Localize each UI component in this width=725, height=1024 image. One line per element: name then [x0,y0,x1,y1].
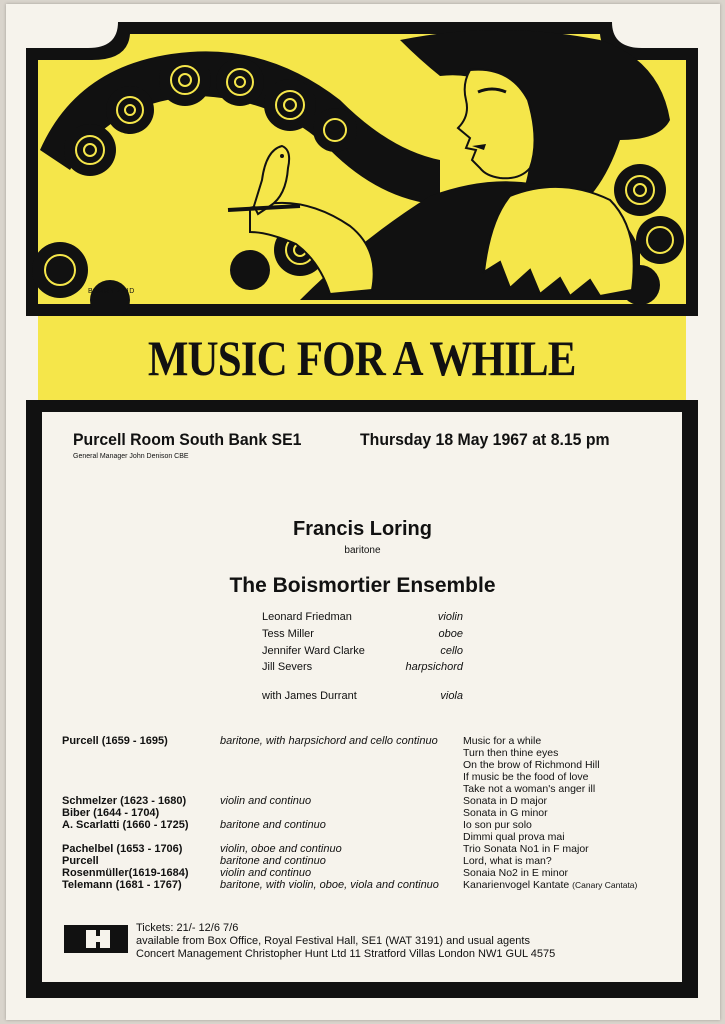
composer: A. Scarlatti (1660 - 1725) [62,819,189,831]
illustrator-credit: BARRY ZAID [88,288,135,295]
general-manager: General Manager John Denison CBE [73,453,189,460]
member-instrument: cello [440,645,463,657]
work-title: If music be the food of love [463,771,589,783]
work-title-text: Kanarienvogel Kantate [463,879,570,891]
feather-collar [484,187,634,296]
soloist-name: Francis Loring [293,518,432,540]
scoring: baritone and continuo [220,819,326,831]
concert-title: MUSIC FOR A WHILE [148,330,576,386]
member-name: Leonard Friedman [262,611,352,623]
programme-panel [42,412,682,982]
scoring: baritone and continuo [220,855,326,867]
soloist-role: baritone [344,545,381,556]
composer: Biber (1644 - 1704) [62,807,160,819]
concert-management-logo [64,925,128,953]
member-name: Jill Severs [262,661,313,673]
ticket-availability: available from Box Office, Royal Festival Hall, SE1 (WAT 3191) and usual agents [136,935,530,947]
work-title: Take not a woman's anger ill [463,783,596,795]
work-title: Lord, what is man? [463,855,552,867]
work-title: Dimmi qual prova mai [463,831,565,843]
composer: Schmelzer (1623 - 1680) [62,795,187,807]
work-title: Io son pur solo [463,819,532,831]
member-name: with James Durrant [262,690,357,702]
ensemble-name: The Boismortier Ensemble [229,574,496,597]
work-title: On the brow of Richmond Hill [463,759,600,771]
composer: Purcell (1659 - 1695) [62,735,168,747]
venue: Purcell Room South Bank SE1 [73,430,302,449]
concert-management: Concert Management Christopher Hunt Ltd 11 Stratford Villas London NW1 GUL 4575 [136,948,556,960]
work-title [463,879,637,891]
work-title: Sonata in G minor [463,807,548,819]
member-instrument: oboe [438,628,463,640]
scoring: violin and continuo [220,795,312,807]
title-banner [38,316,686,400]
scoring: baritone, with violin, oboe, viola and continuo [220,879,439,891]
member-instrument: viola [440,690,463,702]
composer: Rosenmüller(1619-1684) [62,867,189,879]
member-name: Tess Miller [262,628,314,640]
concert-date: Thursday 18 May 1967 at 8.15 pm [360,430,610,449]
composer: Pachelbel (1653 - 1706) [62,843,183,855]
member-name: Jennifer Ward Clarke [262,645,365,657]
member-instrument: harpsichord [405,661,463,673]
bird-eye [280,154,284,158]
scoring: violin and continuo [220,867,312,879]
scoring: baritone, with harpsichord and cello continuo [220,735,438,747]
work-title: Music for a while [463,735,542,747]
composer: Purcell [62,855,99,867]
work-title: Trio Sonata No1 in F major [463,843,589,855]
work-title: Turn then thine eyes [463,747,559,759]
scoring: violin, oboe and continuo [220,843,342,855]
work-title: Sonaia No2 in E minor [463,867,569,879]
member-instrument: violin [437,611,463,623]
composer: Telemann (1681 - 1767) [62,879,182,891]
work-note: (Canary Cantata) [572,880,638,890]
ticket-prices: Tickets: 21/- 12/6 7/6 [136,922,239,934]
work-title: Sonata in D major [463,795,548,807]
